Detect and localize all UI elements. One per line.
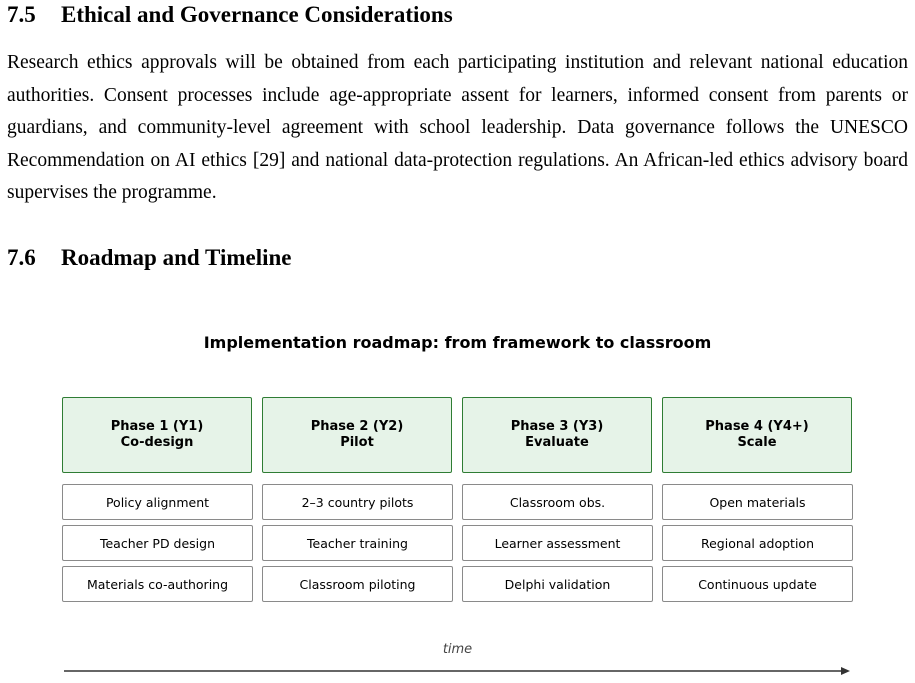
task-box: Teacher training <box>262 525 453 561</box>
ethics-paragraph: Research ethics approvals will be obtained from each participating institution and relevant national education authorities. Consent processes include age-appropriate assent for learners, informed consent from parents or guardians, and community-level agreement with school leadership. Data governance follows the UNESCO Recommendation on AI ethics [29] and national data-protection regulations. An African-led ethics advisory board supervises the programme. <box>7 52 908 204</box>
time-axis-label: time <box>442 642 473 657</box>
phase-4-label: Phase 4 (Y4+) <box>705 419 809 434</box>
phase-2-label: Phase 2 (Y2) <box>310 419 404 434</box>
task-box: Delphi validation <box>462 566 653 602</box>
section-number: 7.5 <box>7 2 36 27</box>
phase-1-box <box>62 397 252 473</box>
task-box: 2–3 country pilots <box>262 484 453 520</box>
section-title: Ethical and Governance Considerations <box>61 2 453 27</box>
section-heading-7-5 <box>7 1 453 29</box>
phase-3-box <box>462 397 652 473</box>
task-box: Classroom piloting <box>262 566 453 602</box>
phase-1-label: Phase 1 (Y1) <box>110 419 204 434</box>
section-number: 7.6 <box>7 245 36 270</box>
task-box: Policy alignment <box>62 484 253 520</box>
phase-3-label: Phase 3 (Y3) <box>510 419 604 434</box>
figure-title: Implementation roadmap: from framework to classroom <box>203 333 712 352</box>
task-box: Open materials <box>662 484 853 520</box>
task-box: Continuous update <box>662 566 853 602</box>
task-box: Materials co-authoring <box>62 566 253 602</box>
task-box: Teacher PD design <box>62 525 253 561</box>
phase-4-name: Scale <box>737 435 777 450</box>
phase-4-box <box>662 397 852 473</box>
phase-2-name: Pilot <box>340 435 374 450</box>
task-box: Learner assessment <box>462 525 653 561</box>
time-arrow-icon <box>60 664 860 678</box>
task-box: Regional adoption <box>662 525 853 561</box>
phase-2-box <box>262 397 452 473</box>
section-heading-7-6 <box>7 244 291 272</box>
phase-3-name: Evaluate <box>525 435 589 450</box>
section-title: Roadmap and Timeline <box>61 245 292 270</box>
task-box: Classroom obs. <box>462 484 653 520</box>
phase-1-name: Co-design <box>120 435 194 450</box>
